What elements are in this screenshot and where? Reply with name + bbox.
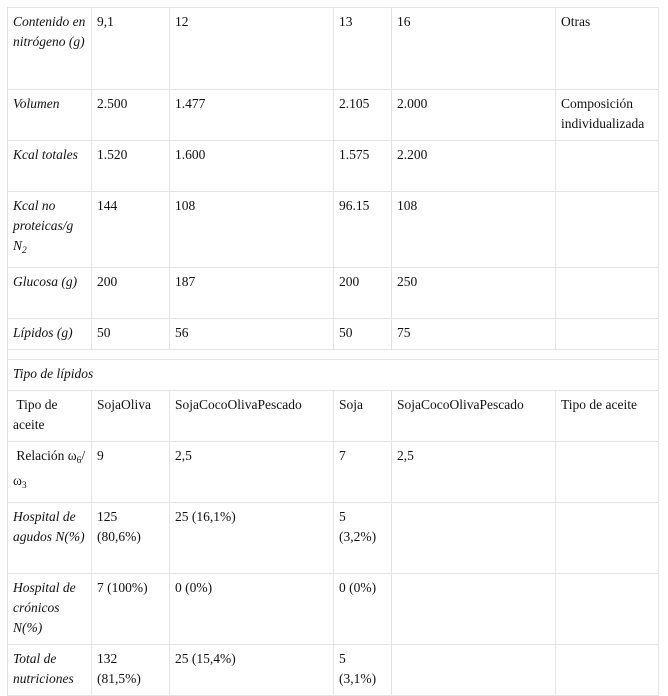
table-row [8, 90, 659, 141]
table-cell: 1.520 [92, 141, 170, 192]
table-cell: 125 (80,6%) [92, 503, 170, 574]
table-cell: 5 (3,1%) [334, 645, 392, 696]
row-label-part-a: Relación ω [16, 448, 77, 463]
table-cell: 50 [92, 319, 170, 350]
row-label: Hospital de crónicos N(%) [8, 574, 92, 645]
table-row [8, 268, 659, 319]
table-cell: 75 [392, 319, 556, 350]
table-cell [556, 319, 659, 350]
table-cell: SojaOliva [92, 391, 170, 442]
table-cell: 200 [92, 268, 170, 319]
table-cell: 2,5 [170, 442, 334, 503]
table-cell: SojaCocoOlivaPescado [392, 391, 556, 442]
row-label-main: Kcal no proteicas/g N [13, 198, 74, 253]
nutrition-table [7, 7, 659, 696]
row-label-subscript-2: 3 [21, 481, 27, 491]
row-label: Contenido en nitrógeno (g) [8, 8, 92, 90]
table-cell: Soja [334, 391, 392, 442]
table-cell: 9,1 [92, 8, 170, 90]
table-row [8, 391, 659, 442]
table-row [8, 574, 659, 645]
table-cell: 9 [92, 442, 170, 503]
table-cell [556, 192, 659, 268]
table-cell: 187 [170, 268, 334, 319]
table-cell: 25 (15,4%) [170, 645, 334, 696]
table-cell: 7 (100%) [92, 574, 170, 645]
table-row [8, 192, 659, 268]
row-label: Total de nutriciones [8, 645, 92, 696]
table-cell [556, 268, 659, 319]
table-cell: 200 [334, 268, 392, 319]
table-cell: 5 (3,2%) [334, 503, 392, 574]
table-cell [556, 141, 659, 192]
row-label: Glucosa (g) [8, 268, 92, 319]
table-cell: Composición individualizada [556, 90, 659, 141]
table-cell: 1.477 [170, 90, 334, 141]
table-cell: 0 (0%) [334, 574, 392, 645]
row-label-subscript-1: 6 [76, 456, 82, 466]
row-label [8, 192, 92, 268]
row-label: Kcal totales [8, 141, 92, 192]
table-cell: 108 [392, 192, 556, 268]
table-cell: 7 [334, 442, 392, 503]
table-cell: 13 [334, 8, 392, 90]
table-row [8, 442, 659, 503]
row-label: Hospital de agudos N(%) [8, 503, 92, 574]
table-cell [392, 503, 556, 574]
spacer-cell [8, 350, 659, 360]
table-row [8, 141, 659, 192]
table-cell: 144 [92, 192, 170, 268]
row-label-subscript: 2 [22, 246, 27, 256]
table-cell: 2.200 [392, 141, 556, 192]
row-label: Lípidos (g) [8, 319, 92, 350]
row-label-part-b: /ω [13, 448, 86, 488]
table-cell: 12 [170, 8, 334, 90]
table-row [8, 319, 659, 350]
table-cell: SojaCocoOlivaPescado [170, 391, 334, 442]
table-cell: 2.000 [392, 90, 556, 141]
table-cell: 96.15 [334, 192, 392, 268]
table-cell: 2.105 [334, 90, 392, 141]
table-cell: 2.500 [92, 90, 170, 141]
table-cell [556, 442, 659, 503]
table-cell: 25 (16,1%) [170, 503, 334, 574]
table-cell: Tipo de aceite [556, 391, 659, 442]
table-cell: 132 (81,5%) [92, 645, 170, 696]
table-cell: Otras [556, 8, 659, 90]
row-label [8, 391, 92, 442]
table-cell [392, 574, 556, 645]
table-cell [556, 503, 659, 574]
table-cell: 250 [392, 268, 556, 319]
table-row [8, 8, 659, 90]
table-cell: 1.600 [170, 141, 334, 192]
table-cell: 108 [170, 192, 334, 268]
row-label: Volumen [8, 90, 92, 141]
row-label [8, 442, 92, 503]
table-cell: 0 (0%) [170, 574, 334, 645]
table-cell: 56 [170, 319, 334, 350]
table-row-spacer [8, 350, 659, 360]
table-row [8, 503, 659, 574]
row-label-text: Tipo de aceite [13, 397, 58, 432]
table-cell: 2,5 [392, 442, 556, 503]
table-cell: 50 [334, 319, 392, 350]
table-cell: 16 [392, 8, 556, 90]
table-section-row [8, 360, 659, 391]
table-cell: 1.575 [334, 141, 392, 192]
table-cell [556, 574, 659, 645]
section-heading: Tipo de lípidos [8, 360, 659, 391]
